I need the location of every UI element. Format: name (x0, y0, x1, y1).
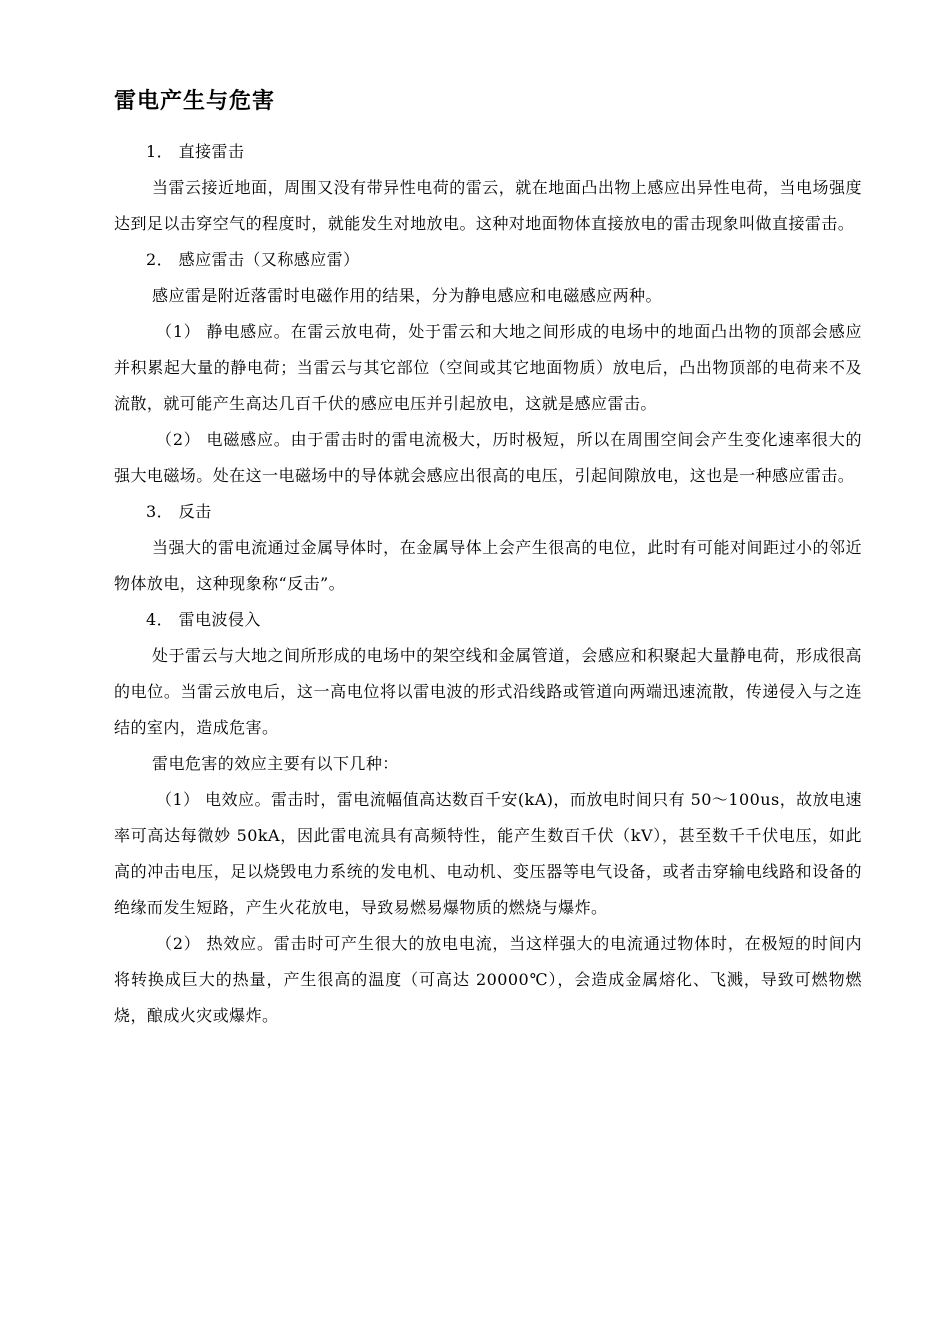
section-heading-induced-strike: 2． 感应雷击（又称感应雷） (146, 250, 360, 269)
paragraph-direct-strike: 当雷云接近地面，周围又没有带异性电荷的雷云，就在地面凸出物上感应出异性电荷，当电场强度达到足以击穿空气的程度时，就能发生对地放电。这种对地面物体直接放电的雷击现象叫做直接雷击。 (114, 178, 862, 233)
paragraph-electromagnetic-induction: （2） 电磁感应。由于雷击时的雷电流极大，历时极短，所以在周围空间会产生变化速率很大的强大电磁场。处在这一电磁场中的导体就会感应出很高的电压，引起间隙放电，这也是一种感应雷击。 (114, 430, 862, 485)
paragraph-electrostatic-induction: （1） 静电感应。在雷云放电荷，处于雷云和大地之间形成的电场中的地面凸出物的顶部会感应并积累起大量的静电荷；当雷云与其它部位（空间或其它地面物质）放电后，凸出物顶部的电荷来不及流散，就可能产生高达几百千伏的感应电压并引起放电，这就是感应雷击。 (114, 322, 862, 413)
paragraph-hazard-intro: 雷电危害的效应主要有以下几种： (152, 754, 399, 773)
paragraph-thermal-effect: （2） 热效应。雷击时可产生很大的放电电流，当这样强大的电流通过物体时，在极短的时间内将转换成巨大的热量，产生很高的温度（可高达 20000℃），会造成金属熔化、飞溅，导致可燃物燃烧，酿成火灾或爆炸。 (114, 934, 862, 1025)
paragraph-lightning-wave: 处于雷云与大地之间所形成的电场中的架空线和金属管道，会感应和积聚起大量静电荷，形成很高的电位。当雷云放电后，这一高电位将以雷电波的形式沿线路或管道向两端迅速流散，传递侵入与之连结的室内，造成危害。 (114, 646, 862, 737)
paragraph-induced-strike: 感应雷是附近落雷时电磁作用的结果，分为静电感应和电磁感应两种。 (152, 286, 662, 305)
page-title: 雷电产生与危害 (114, 89, 276, 114)
paragraph-electrical-effect: （1） 电效应。雷击时，雷电流幅值高达数百千安(kA)，而放电时间只有 50～100us，故放电速率可高达每微妙 50kA，因此雷电流具有高频特性，能产生数百千伏（kV），甚至数千千伏电压，如此高的冲击电压，足以烧毁电力系统的发电机、电动机、变压器等电气设备，或者击穿输电线路和设备的绝缘而发生短路，产生火花放电，导致易燃易爆物质的燃烧与爆炸。 (114, 790, 862, 917)
paragraph-back-strike: 当强大的雷电流通过金属导体时，在金属导体上会产生很高的电位，此时有可能对间距过小的邻近物体放电，这种现象称“反击”。 (114, 538, 862, 593)
document-page (114, 84, 862, 1034)
section-heading-direct-strike: 1． 直接雷击 (146, 142, 245, 161)
section-heading-lightning-wave: 4． 雷电波侵入 (146, 610, 261, 629)
section-heading-back-strike: 3． 反击 (146, 502, 212, 521)
